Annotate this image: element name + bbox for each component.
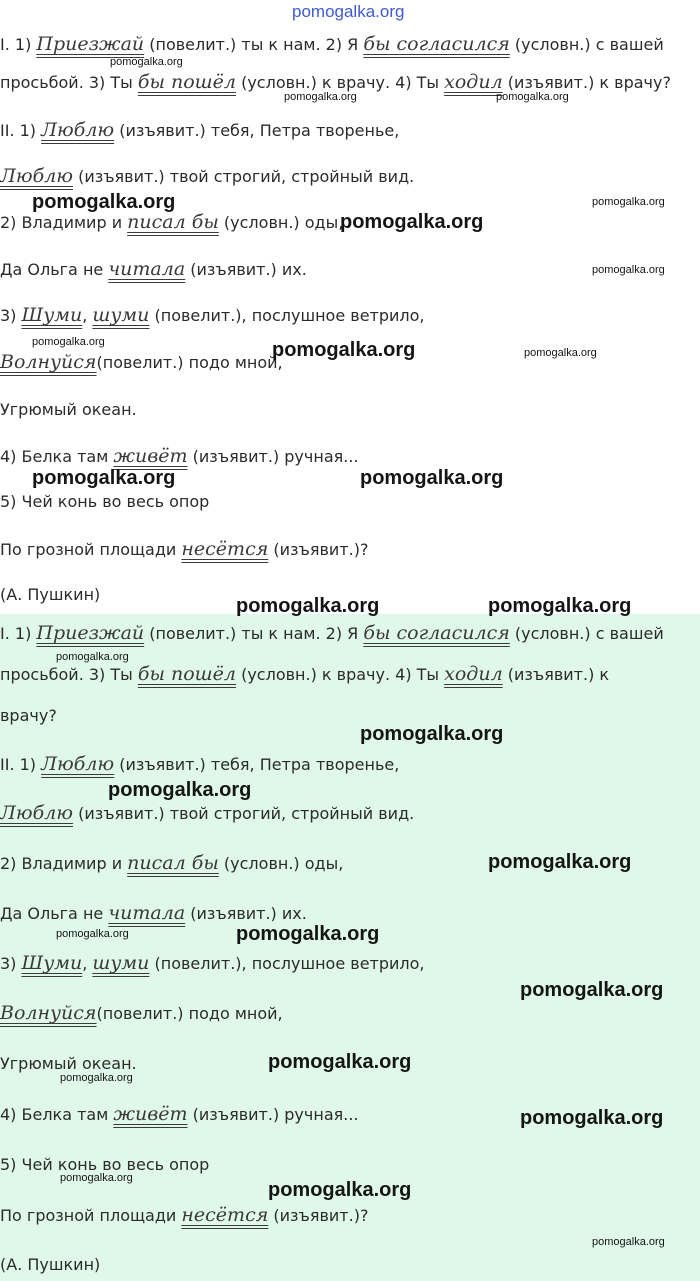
watermark: pomogalka.org [340, 211, 484, 233]
verb: несётся [181, 1204, 269, 1226]
text: I. 1) [0, 624, 37, 643]
verb: ходил [444, 71, 503, 93]
text: 2) Владимир и [0, 213, 128, 232]
verb: несётся [181, 538, 269, 560]
verb: Волнуйся [0, 351, 97, 373]
verb: шуми [92, 304, 150, 326]
text: 3) [0, 306, 22, 325]
verb: Люблю [0, 802, 74, 824]
watermark: pomogalka.org [32, 467, 176, 489]
watermark: pomogalka.org [56, 928, 129, 940]
verb: ходил [444, 663, 503, 685]
verb: читала [108, 902, 186, 924]
text-line [0, 585, 100, 605]
watermark: pomogalka.org [520, 979, 664, 1001]
site-link[interactable]: pomogalka.org [292, 2, 405, 21]
text: (повелит.), послушное ветрило, [149, 954, 425, 973]
verb: Люблю [41, 753, 115, 775]
verb: Шуми [21, 304, 83, 326]
text-line [0, 120, 399, 141]
watermark: pomogalka.org [520, 1107, 664, 1129]
verb: Приезжай [36, 33, 145, 55]
watermark: pomogalka.org [592, 1236, 665, 1248]
watermark: pomogalka.org [108, 779, 252, 801]
text: 3) [0, 954, 22, 973]
verb: бы согласился [363, 33, 510, 55]
text: 2) Владимир и [0, 854, 128, 873]
text: 4) Белка там [0, 1105, 114, 1124]
watermark: pomogalka.org [496, 91, 569, 103]
text-line [0, 539, 368, 560]
watermark: pomogalka.org [56, 651, 129, 663]
text: (изъявит.) ручная... [187, 1105, 359, 1124]
watermark: pomogalka.org [236, 923, 380, 945]
watermark: pomogalka.org [32, 191, 176, 213]
verb: Приезжай [36, 622, 145, 644]
text: II. 1) [0, 755, 42, 774]
text-line [0, 34, 664, 55]
watermark: pomogalka.org [360, 723, 504, 745]
text: (изъявит.) твой строгий, стройный вид. [73, 167, 415, 186]
text: (условн.) к врачу. 4) Ты [236, 73, 445, 92]
text: (повелит.) подо мной, [96, 1004, 283, 1023]
watermark: pomogalka.org [592, 196, 665, 208]
text-line [0, 1054, 137, 1074]
text-line [0, 664, 609, 685]
watermark: pomogalka.org [60, 1172, 133, 1184]
watermark: pomogalka.org [488, 595, 632, 617]
text: По грозной площади [0, 1206, 182, 1225]
verb: писал бы [127, 852, 219, 874]
text: (изъявит.)? [268, 1206, 369, 1225]
watermark: pomogalka.org [592, 264, 665, 276]
text: (повелит.) ты к нам. 2) Я [144, 35, 364, 54]
text: просьбой. 3) Ты [0, 665, 138, 684]
text: (изъявит.) их. [185, 260, 307, 279]
text: Да Ольга не [0, 260, 109, 279]
text: , [82, 954, 93, 973]
text: 5) Чей конь во весь опор [0, 1155, 210, 1174]
text: (условн.) оды, [218, 854, 344, 873]
verb: Люблю [0, 165, 74, 187]
verb: Волнуйся [0, 1002, 97, 1024]
verb: Люблю [41, 119, 115, 141]
text: (изъявит.) тебя, Петра творенье, [114, 755, 400, 774]
text-line [0, 953, 425, 974]
text-line [0, 259, 307, 280]
text: (условн.) оды, [218, 213, 344, 232]
watermark: pomogalka.org [284, 91, 357, 103]
watermark: pomogalka.org [524, 347, 597, 359]
verb: Шуми [21, 952, 83, 974]
text: (изъявит.) твой строгий, стройный вид. [73, 804, 415, 823]
text: врачу? [0, 706, 57, 725]
watermark: pomogalka.org [268, 1179, 412, 1201]
text-line [0, 754, 399, 775]
text: , [82, 306, 93, 325]
text: (изъявит.) к врачу? [502, 73, 671, 92]
text: (повелит.) ты к нам. 2) Я [144, 624, 364, 643]
text: (условн.) с вашей [509, 624, 664, 643]
text: просьбой. 3) Ты [0, 73, 138, 92]
text: (изъявит.) тебя, Петра творенье, [114, 121, 400, 140]
text-line [0, 853, 343, 874]
verb: бы согласился [363, 622, 510, 644]
text-line [0, 400, 137, 420]
text: Да Ольга не [0, 904, 109, 923]
text: II. 1) [0, 121, 42, 140]
text-line [0, 492, 209, 512]
text-line [0, 352, 283, 373]
text: (повелит.), послушное ветрило, [149, 306, 425, 325]
text: По грозной площади [0, 540, 182, 559]
verb: писал бы [127, 211, 219, 233]
text-line [0, 305, 425, 326]
text-line [0, 1255, 100, 1275]
text: (условн.) к врачу. 4) Ты [236, 665, 445, 684]
text-line [0, 212, 343, 233]
watermark: pomogalka.org [236, 595, 380, 617]
text-line [0, 166, 414, 187]
watermark: pomogalka.org [268, 1051, 412, 1073]
watermark: pomogalka.org [60, 1072, 133, 1084]
text-line [0, 903, 307, 924]
watermark: pomogalka.org [272, 339, 416, 361]
text-line [0, 1205, 368, 1226]
text-line [0, 623, 664, 644]
watermark: pomogalka.org [488, 851, 632, 873]
text: (изъявит.) их. [185, 904, 307, 923]
text-line [0, 446, 359, 467]
watermark: pomogalka.org [360, 467, 504, 489]
text: (А. Пушкин) [0, 1255, 101, 1274]
text: (изъявит.) к [502, 665, 610, 684]
text-line [0, 72, 671, 93]
text: (А. Пушкин) [0, 585, 101, 604]
verb: бы пошёл [137, 71, 236, 93]
text-line [0, 706, 57, 726]
watermark: pomogalka.org [110, 56, 183, 68]
text: (условн.) с вашей [509, 35, 664, 54]
verb: живёт [113, 1103, 188, 1125]
watermark: pomogalka.org [32, 336, 105, 348]
text-line [0, 1104, 359, 1125]
text: 5) Чей конь во весь опор [0, 492, 210, 511]
text: (повелит.) подо мной, [96, 353, 283, 372]
text: (изъявит.) ручная... [187, 447, 359, 466]
verb: бы пошёл [137, 663, 236, 685]
verb: шуми [92, 952, 150, 974]
verb: читала [108, 258, 186, 280]
text: Угрюмый океан. [0, 1054, 137, 1073]
text: Угрюмый океан. [0, 400, 137, 419]
verb: живёт [113, 445, 188, 467]
text: (изъявит.)? [268, 540, 369, 559]
text-line [0, 803, 414, 824]
text-line [0, 1003, 283, 1024]
text: I. 1) [0, 35, 37, 54]
text: 4) Белка там [0, 447, 114, 466]
